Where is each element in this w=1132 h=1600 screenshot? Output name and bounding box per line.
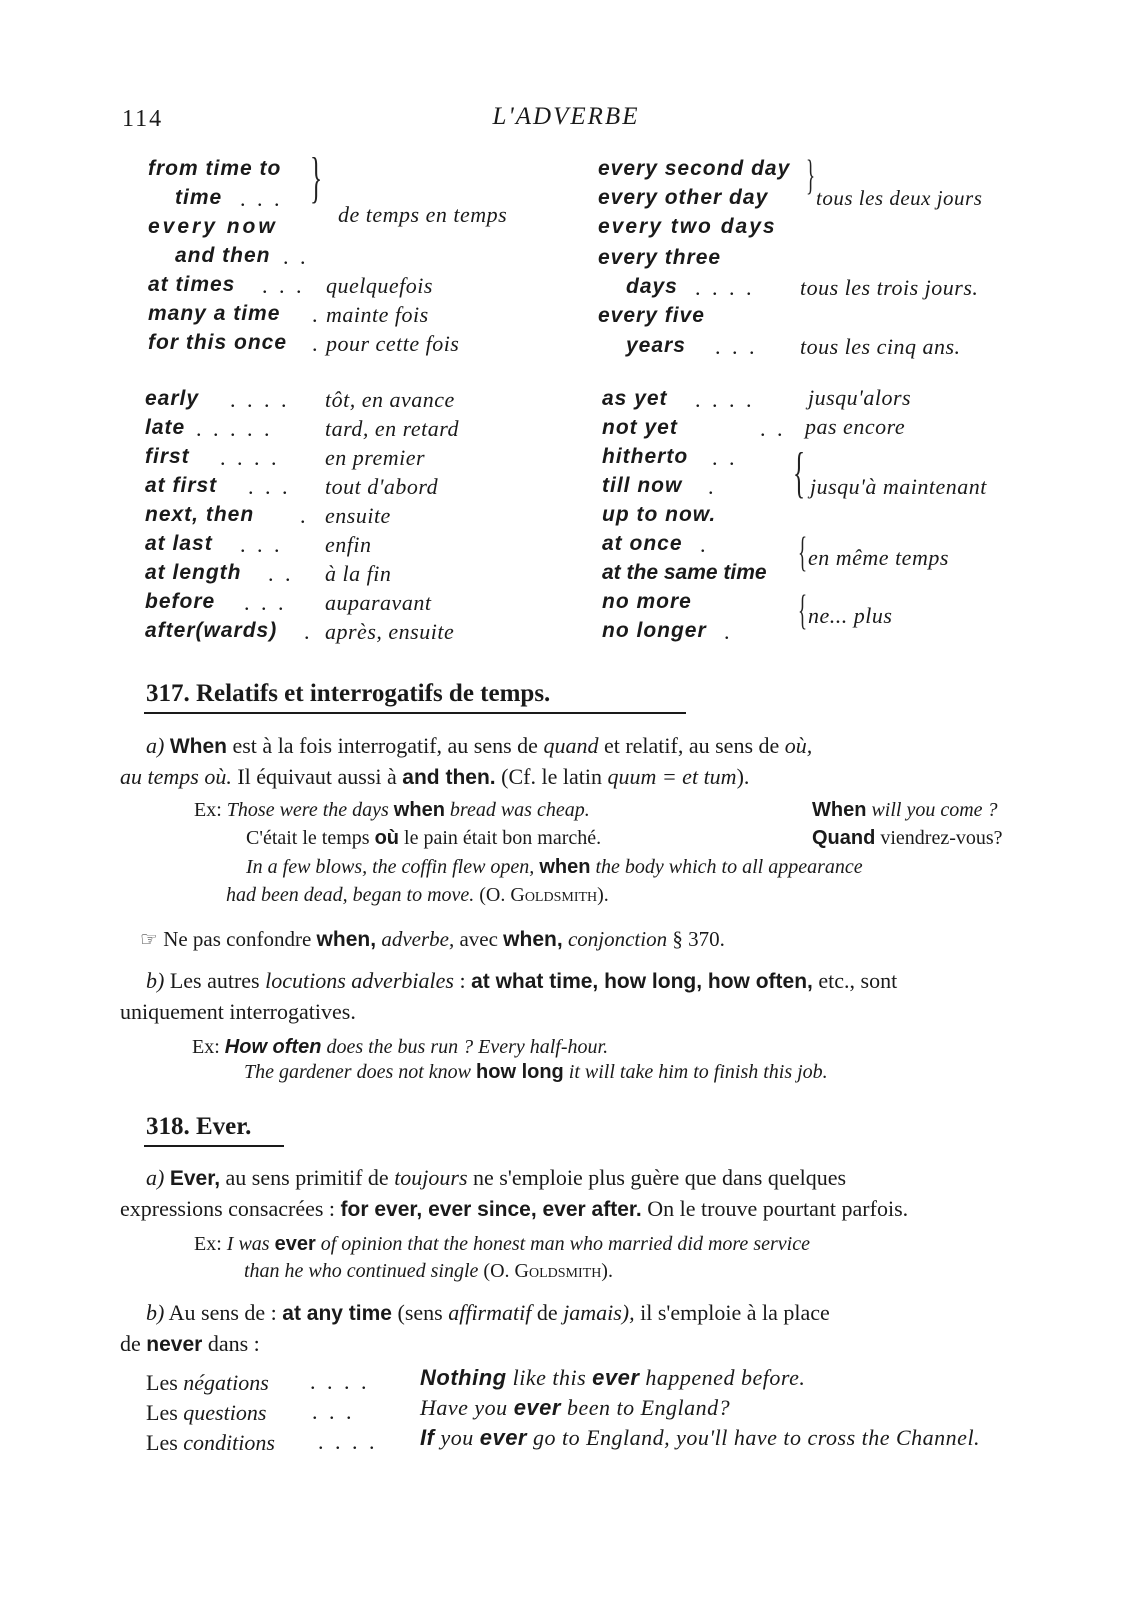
leader-dots: . . . xyxy=(244,590,287,615)
entry-en: every three xyxy=(598,246,722,269)
text-italic: jamais), xyxy=(563,1300,635,1325)
text-italic: of opinion that the honest man who married did more service xyxy=(320,1233,810,1255)
section-heading: 318. Ever. xyxy=(146,1113,252,1140)
entry-en: at length xyxy=(145,561,242,584)
entry-en: late xyxy=(145,416,186,439)
paragraph-317b-cont: uniquement interrogatives. xyxy=(120,999,356,1024)
paragraph-318b xyxy=(146,1297,1106,1329)
leader-dots: . xyxy=(708,474,717,499)
text-italic: it will take him to finish this job. xyxy=(568,1061,828,1083)
pointing-hand-icon: ☞ xyxy=(140,927,158,951)
entry-fr: ne... plus xyxy=(808,603,893,628)
leader-dots: . . . xyxy=(240,186,283,211)
usage-example xyxy=(420,1392,730,1423)
entry-en: till now xyxy=(602,474,683,497)
text: est à la fois interrogatif, au sens de xyxy=(232,733,538,758)
entry-en: before xyxy=(145,590,216,613)
leader-dots: . xyxy=(300,503,309,528)
keyword: où xyxy=(374,827,400,849)
example-line xyxy=(246,824,601,852)
entry-en: and then xyxy=(175,244,271,267)
leader-dots: . . . . xyxy=(230,387,290,412)
text-italic: adverbe, xyxy=(381,927,455,951)
example-line xyxy=(244,1058,828,1086)
entry-en: every five xyxy=(598,304,705,327)
text: expressions consacrées : xyxy=(120,1196,336,1221)
paragraph-317a-cont xyxy=(120,761,1110,793)
leader-dots: . . xyxy=(760,416,786,441)
text-italic: questions xyxy=(183,1400,267,1425)
text-italic: than he who continued single xyxy=(244,1260,479,1282)
paragraph-318a xyxy=(146,1162,1106,1194)
text-italic: où, xyxy=(784,733,813,758)
entry-fr: pas encore xyxy=(805,414,906,439)
entry-fr: auparavant xyxy=(325,590,432,615)
leader-dots: . . . xyxy=(312,1399,355,1424)
text-italic: you xyxy=(440,1425,474,1450)
brace: } xyxy=(310,147,323,209)
text-italic: will you come ? xyxy=(871,799,998,821)
leader-dots: . . . . xyxy=(310,1369,370,1394)
text: (sens xyxy=(397,1300,443,1325)
text: C'était le temps xyxy=(246,827,370,849)
leader-dots: . . . . xyxy=(695,275,755,300)
keyword: Ever, xyxy=(169,1167,221,1190)
keyword: Quand xyxy=(812,827,876,849)
text-italic: the body which to all appearance xyxy=(595,856,863,878)
leader-dots: . . . . xyxy=(695,387,755,412)
label: b) xyxy=(146,968,165,993)
entry-fr: enfin xyxy=(325,532,372,557)
brace: { xyxy=(798,588,808,634)
citation: (O. Goldsmith). xyxy=(483,1260,613,1282)
example-line xyxy=(812,796,998,824)
text: : xyxy=(459,968,466,993)
text: Au sens de : xyxy=(168,1300,277,1325)
text-italic: like this xyxy=(512,1365,587,1390)
keyword: when, xyxy=(316,928,377,951)
entry-en: as yet xyxy=(602,387,668,410)
text-italic: been to England? xyxy=(566,1395,731,1420)
leader-dots: . . . xyxy=(715,334,758,359)
note-line xyxy=(140,924,1100,955)
keyword: ever xyxy=(513,1395,561,1420)
leader-dots: . xyxy=(724,619,733,644)
entry-en: years xyxy=(626,334,686,357)
keyword: ever xyxy=(479,1425,527,1450)
entry-fr: tous les deux jours xyxy=(816,186,983,210)
entry-en: days xyxy=(626,275,678,298)
usage-example xyxy=(420,1362,805,1393)
text: de xyxy=(120,1331,141,1356)
text-italic: had been dead, began to move. xyxy=(226,884,475,906)
keyword: for ever, ever since, ever after. xyxy=(340,1198,642,1221)
example-line xyxy=(244,1257,613,1285)
keyword: When xyxy=(169,735,227,758)
entry-en: every now xyxy=(148,215,278,238)
citation: (O. Goldsmith). xyxy=(479,884,609,906)
entry-en: hitherto xyxy=(602,445,689,468)
entry-en: at the same time xyxy=(602,561,767,584)
keyword: and then. xyxy=(402,766,496,789)
usage-label xyxy=(146,1367,269,1398)
example-line xyxy=(246,853,863,881)
usage-example xyxy=(420,1422,980,1453)
keyword: when xyxy=(539,856,591,878)
text: avec xyxy=(459,927,498,951)
entry-en: not yet xyxy=(602,416,678,439)
text-italic: bread was cheap. xyxy=(449,799,590,821)
text-italic: Those were the days xyxy=(226,799,389,821)
entry-en: no more xyxy=(602,590,692,613)
entry-fr: mainte fois xyxy=(326,302,429,327)
entry-en: every second day xyxy=(598,157,791,180)
entry-en: after(wards) xyxy=(145,619,278,642)
entry-fr: tôt, en avance xyxy=(325,387,455,412)
leader-dots: . xyxy=(304,619,313,644)
keyword: at what time, how long, how often, xyxy=(471,970,813,993)
leader-dots: . . xyxy=(712,445,738,470)
keyword: at any time xyxy=(282,1302,392,1325)
example-line xyxy=(226,881,609,909)
entry-fr: quelquefois xyxy=(326,273,433,298)
entry-fr: après, ensuite xyxy=(325,619,455,644)
entry-en: at once xyxy=(602,532,683,555)
heading-underline xyxy=(144,1145,284,1147)
text-italic: affirmatif xyxy=(448,1300,532,1325)
keyword: when, xyxy=(503,928,563,951)
keyword: ever xyxy=(274,1233,316,1255)
entry-en: no longer xyxy=(602,619,707,642)
entry-fr: ensuite xyxy=(325,503,391,528)
keyword: never xyxy=(146,1333,203,1356)
brace: { xyxy=(793,442,806,504)
text: etc., sont xyxy=(818,968,898,993)
section-heading: 317. Relatifs et interrogatifs de temps. xyxy=(146,680,551,707)
paragraph-317b xyxy=(146,965,1096,997)
entry-en: at times xyxy=(148,273,236,296)
entry-en: from time to xyxy=(148,157,282,180)
leader-dots: . . xyxy=(283,244,309,269)
entry-fr: tous les cinq ans. xyxy=(800,334,961,359)
entry-fr: jusqu'alors xyxy=(808,385,912,410)
leader-dots: . . . . xyxy=(318,1429,378,1454)
text: de xyxy=(536,1300,558,1325)
heading-underline xyxy=(144,712,686,714)
keyword: If xyxy=(420,1425,435,1450)
entry-en: early xyxy=(145,387,200,410)
text: Ne pas confondre xyxy=(163,927,312,951)
entry-fr: en premier xyxy=(325,445,426,470)
entry-en: first xyxy=(145,445,190,468)
text: § 370. xyxy=(672,927,725,951)
entry-en: every other day xyxy=(598,186,769,209)
leader-dots: . . . . . xyxy=(196,416,273,441)
page-number: 114 xyxy=(122,106,164,132)
entry-en: at first xyxy=(145,474,218,497)
text: Les xyxy=(146,1370,178,1395)
text-italic: go to England, you'll have to cross the Channel. xyxy=(533,1425,981,1450)
entry-fr: tous les trois jours. xyxy=(800,275,979,300)
entry-fr: tard, en retard xyxy=(325,416,459,441)
keyword: when xyxy=(393,799,445,821)
entry-fr: de temps en temps xyxy=(338,202,508,227)
entry-fr: jusqu'à maintenant xyxy=(810,474,987,499)
entry-fr: pour cette fois xyxy=(326,331,460,356)
text: Il équivaut aussi à xyxy=(237,764,397,789)
text: dans : xyxy=(207,1331,260,1356)
text-italic: Have you xyxy=(420,1395,508,1420)
leader-dots: . . . xyxy=(248,474,291,499)
example-line xyxy=(194,796,590,824)
text: Les xyxy=(146,1430,178,1455)
leader-dots: . xyxy=(312,302,321,327)
text: au sens primitif de xyxy=(225,1165,389,1190)
text-italic: In a few blows, the coffin flew open, xyxy=(246,856,535,878)
entry-fr: en même temps xyxy=(808,545,949,570)
text: ). xyxy=(736,764,750,789)
text-italic: conditions xyxy=(183,1430,275,1455)
entry-en: at last xyxy=(145,532,213,555)
entry-en: time xyxy=(175,186,223,209)
entry-en: every two days xyxy=(598,215,777,238)
usage-label xyxy=(146,1397,266,1428)
text: (Cf. le latin xyxy=(501,764,602,789)
entry-fr: à la fin xyxy=(325,561,392,586)
example-line xyxy=(812,824,1003,852)
leader-dots: . . . xyxy=(262,273,305,298)
brace: { xyxy=(798,530,808,576)
label: a) xyxy=(146,733,165,758)
label: a) xyxy=(146,1165,165,1190)
entry-en: up to now. xyxy=(602,503,717,526)
entry-en: for this once xyxy=(148,331,288,354)
entry-en: next, then xyxy=(145,503,255,526)
text: Les autres xyxy=(169,968,260,993)
paragraph-318a-cont xyxy=(120,1193,1115,1225)
text-italic: conjonction xyxy=(567,927,668,951)
entry-fr: tout d'abord xyxy=(325,474,439,499)
paragraph-318b-cont xyxy=(120,1328,260,1360)
text: ne s'emploie plus guère que dans quelques xyxy=(473,1165,847,1190)
ex-label: Ex: xyxy=(192,1036,220,1058)
text-italic: I was xyxy=(226,1233,270,1255)
text-italic: négations xyxy=(183,1370,269,1395)
text-italic: does the bus run ? Every half-hour. xyxy=(326,1036,609,1058)
keyword: how long xyxy=(476,1061,564,1083)
text-italic: quand xyxy=(543,733,599,758)
keyword: Nothing xyxy=(420,1365,507,1390)
example-line xyxy=(192,1033,608,1061)
leader-dots: . . xyxy=(268,561,294,586)
ex-label: Ex: xyxy=(194,799,222,821)
keyword: How often xyxy=(224,1036,322,1058)
text-italic: happened before. xyxy=(645,1365,806,1390)
text: Les xyxy=(146,1400,178,1425)
keyword: When xyxy=(812,799,867,821)
text: et relatif, au sens de xyxy=(603,733,780,758)
running-title: L'ADVERBE xyxy=(492,103,640,130)
example-line xyxy=(194,1230,810,1258)
text: le pain était bon marché. xyxy=(404,827,602,849)
entry-en: many a time xyxy=(148,302,281,325)
text-italic: quum = et tum xyxy=(607,764,737,789)
leader-dots: . xyxy=(700,532,709,557)
ex-label: Ex: xyxy=(194,1233,222,1255)
leader-dots: . xyxy=(312,331,321,356)
text-italic: toujours xyxy=(394,1165,468,1190)
label: b) xyxy=(146,1300,165,1325)
usage-label xyxy=(146,1427,275,1458)
text-italic: au temps où. xyxy=(120,764,232,789)
text: il s'emploie à la place xyxy=(640,1300,830,1325)
brace: } xyxy=(806,153,816,199)
keyword: ever xyxy=(592,1365,640,1390)
text-italic: locutions adverbiales xyxy=(265,968,454,993)
text: viendrez-vous? xyxy=(880,827,1003,849)
leader-dots: . . . . xyxy=(220,445,280,470)
leader-dots: . . . xyxy=(240,532,283,557)
text-italic: The gardener does not know xyxy=(244,1061,472,1083)
paragraph-317a xyxy=(146,730,1086,762)
text: On le trouve pourtant parfois. xyxy=(647,1196,909,1221)
